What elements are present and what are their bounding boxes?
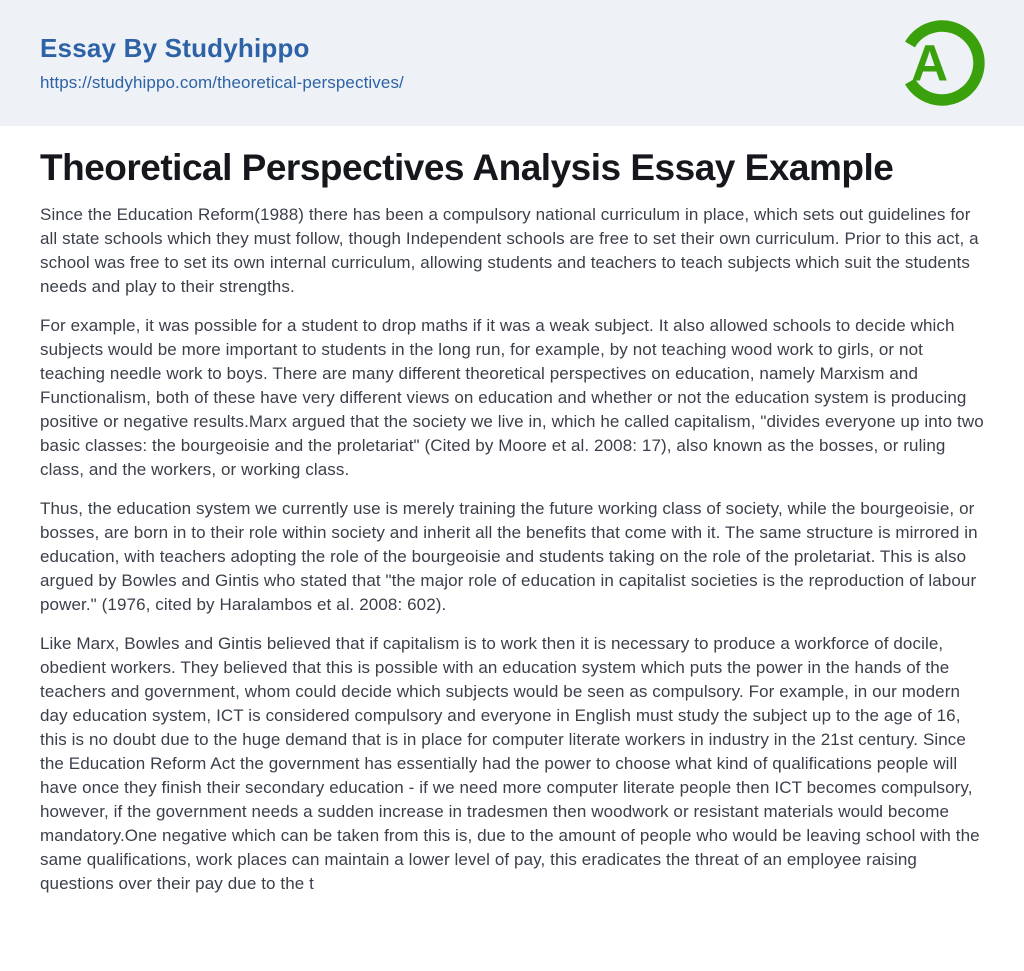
brand-block bbox=[40, 33, 404, 93]
essay-title: Theoretical Perspectives Analysis Essay Example bbox=[40, 147, 894, 188]
page-url-link[interactable]: https://studyhippo.com/theoretical-perspectives/ bbox=[40, 73, 404, 93]
studyhippo-logo-icon bbox=[898, 19, 986, 107]
essay-paragraph-4: Like Marx, Bowles and Gintis believed that if capitalism is to work then it is necessary to produce a workforce of docile, obedient workers. They believed that this is possible with an education system which puts the power in the hands of the teachers and government, whom could decide which subjects would be seen as compulsory. For example, in our modern day education system, ICT is considered compulsory and everyone in English must study the subject up to the age of 16, this is no doubt due to the huge demand that is in place for computer literate workers in industry in the 21st century. Since the Education Reform Act the government has essentially had the power to choose what kind of qualifications people will have once they finish their secondary education - if we need more computer literate people then ICT becomes compulsory, however, if the government needs a sudden increase in tradesmen then woodwork or resistant materials would become mandatory.One negative which can be taken from this is, due to the amount of people who would be leaving school with the same qualifications, work places can maintain a lower level of pay, this eradicates the threat of an employee raising questions over their pay due to the t bbox=[40, 633, 980, 893]
site-header bbox=[0, 0, 1024, 126]
brand-logo bbox=[898, 19, 986, 107]
essay-article bbox=[0, 126, 1024, 896]
essay-paragraph-1: Since the Education Reform(1988) there has been a compulsory national curriculum in place, which sets out guidelines for all state schools which they must follow, though Independent schools are free to set their own curriculum. Prior to this act, a school was free to set its own internal curriculum, allowing students and teachers to teach subjects which suit the students needs and play to their strengths. bbox=[40, 204, 979, 296]
essay-paragraph-3: Thus, the education system we currently use is merely training the future working class of society, while the bourgeoisie, or bosses, are born in to their role within society and inherit all the benefits that come with it. The same structure is mirrored in education, with teachers adopting the role of the bourgeoisie and students taking on the role of the proletariat. This is also argued by Bowles and Gintis who stated that "the major role of education in capitalist societies is the reproduction of labour power." (1976, cited by Haralambos et al. 2008: 602). bbox=[40, 498, 978, 614]
logo-letter: A bbox=[911, 34, 949, 92]
site-title: Essay By Studyhippo bbox=[40, 32, 310, 63]
essay-paragraph-2: For example, it was possible for a student to drop maths if it was a weak subject. It also allowed schools to decide which subjects would be more important to students in the long run, for example, by not teaching wood work to girls, or not teaching needle work to boys. There are many different theoretical perspectives on education, namely Marxism and Functionalism, both of these have very different views on education and whether or not the education system is producing positive or negative results.Marx argued that the society we live in, which he called capitalism, "divides everyone up into two basic classes: the bourgeoisie and the proletariat" (Cited by Moore et al. 2008: 17), also known as the bosses, or ruling class, and the workers, or working class. bbox=[40, 315, 984, 479]
